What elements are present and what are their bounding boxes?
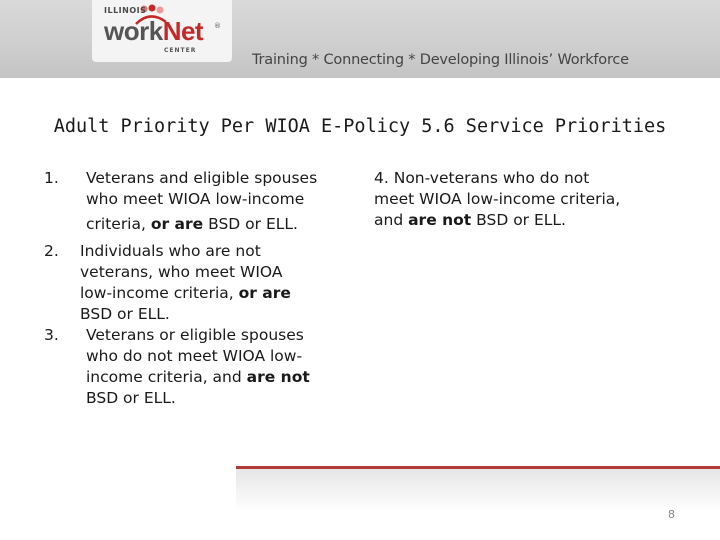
logo-center-text: CENTER — [164, 47, 197, 54]
header-tagline: Training * Connecting * Developing Illinois’ Workforce — [252, 52, 629, 68]
priority-line: Veterans and eligible spouses — [86, 169, 318, 187]
priority-number: 2. — [44, 242, 59, 260]
illinois-worknet-logo[interactable] — [92, 0, 232, 62]
priority-line: Individuals who are not — [80, 242, 261, 260]
footer-panel — [236, 469, 720, 540]
slide-title: Adult Priority Per WIOA E-Policy 5.6 Service Priorities — [53, 116, 667, 137]
priority-emphasis: are not — [246, 368, 310, 386]
priority-line: BSD or ELL. — [86, 389, 176, 407]
priority-line: Non-veterans who do not — [388, 169, 590, 187]
page-number: 8 — [668, 508, 675, 521]
priority-emphasis: or are — [238, 284, 291, 302]
priority-number: 3. — [44, 326, 59, 344]
priority-text — [80, 241, 364, 325]
priority-line: BSD or ELL. — [80, 305, 170, 323]
logo-state-text: ILLINOIS — [104, 6, 147, 15]
priority-text — [86, 325, 364, 409]
logo-word-work: work — [104, 16, 163, 46]
priority-line — [86, 214, 364, 235]
priority-number: 4. — [374, 169, 389, 187]
priority-text — [86, 168, 364, 235]
logo-wordmark — [104, 16, 203, 47]
priority-line-part: income criteria, and — [86, 368, 247, 386]
priority-line-part: BSD or ELL. — [203, 215, 298, 233]
priority-line: who do not meet WIOA low- — [86, 347, 303, 365]
priority-item-2 — [44, 241, 364, 325]
priority-list-left — [44, 168, 364, 409]
priority-item-4 — [374, 168, 684, 231]
priority-item-1 — [44, 168, 364, 235]
logo-registered-mark: ® — [214, 22, 221, 30]
priority-number: 1. — [44, 169, 59, 187]
priority-line-part: and — [374, 211, 409, 229]
logo-word-net: Net — [162, 16, 204, 46]
header-banner — [0, 0, 720, 78]
priority-line: veterans, who meet WIOA — [80, 263, 283, 281]
priority-line: who meet WIOA low-income — [86, 190, 305, 208]
priority-line-part: BSD or ELL. — [471, 211, 566, 229]
priority-list-right — [374, 168, 684, 231]
priority-emphasis: are not — [408, 211, 472, 229]
priority-line-part: criteria, — [86, 215, 151, 233]
priority-line: Veterans or eligible spouses — [86, 326, 304, 344]
priority-item-3 — [44, 325, 364, 409]
priority-emphasis: or are — [150, 215, 204, 233]
priority-line: meet WIOA low-income criteria, — [374, 190, 621, 208]
priority-line-part: low-income criteria, — [80, 284, 239, 302]
